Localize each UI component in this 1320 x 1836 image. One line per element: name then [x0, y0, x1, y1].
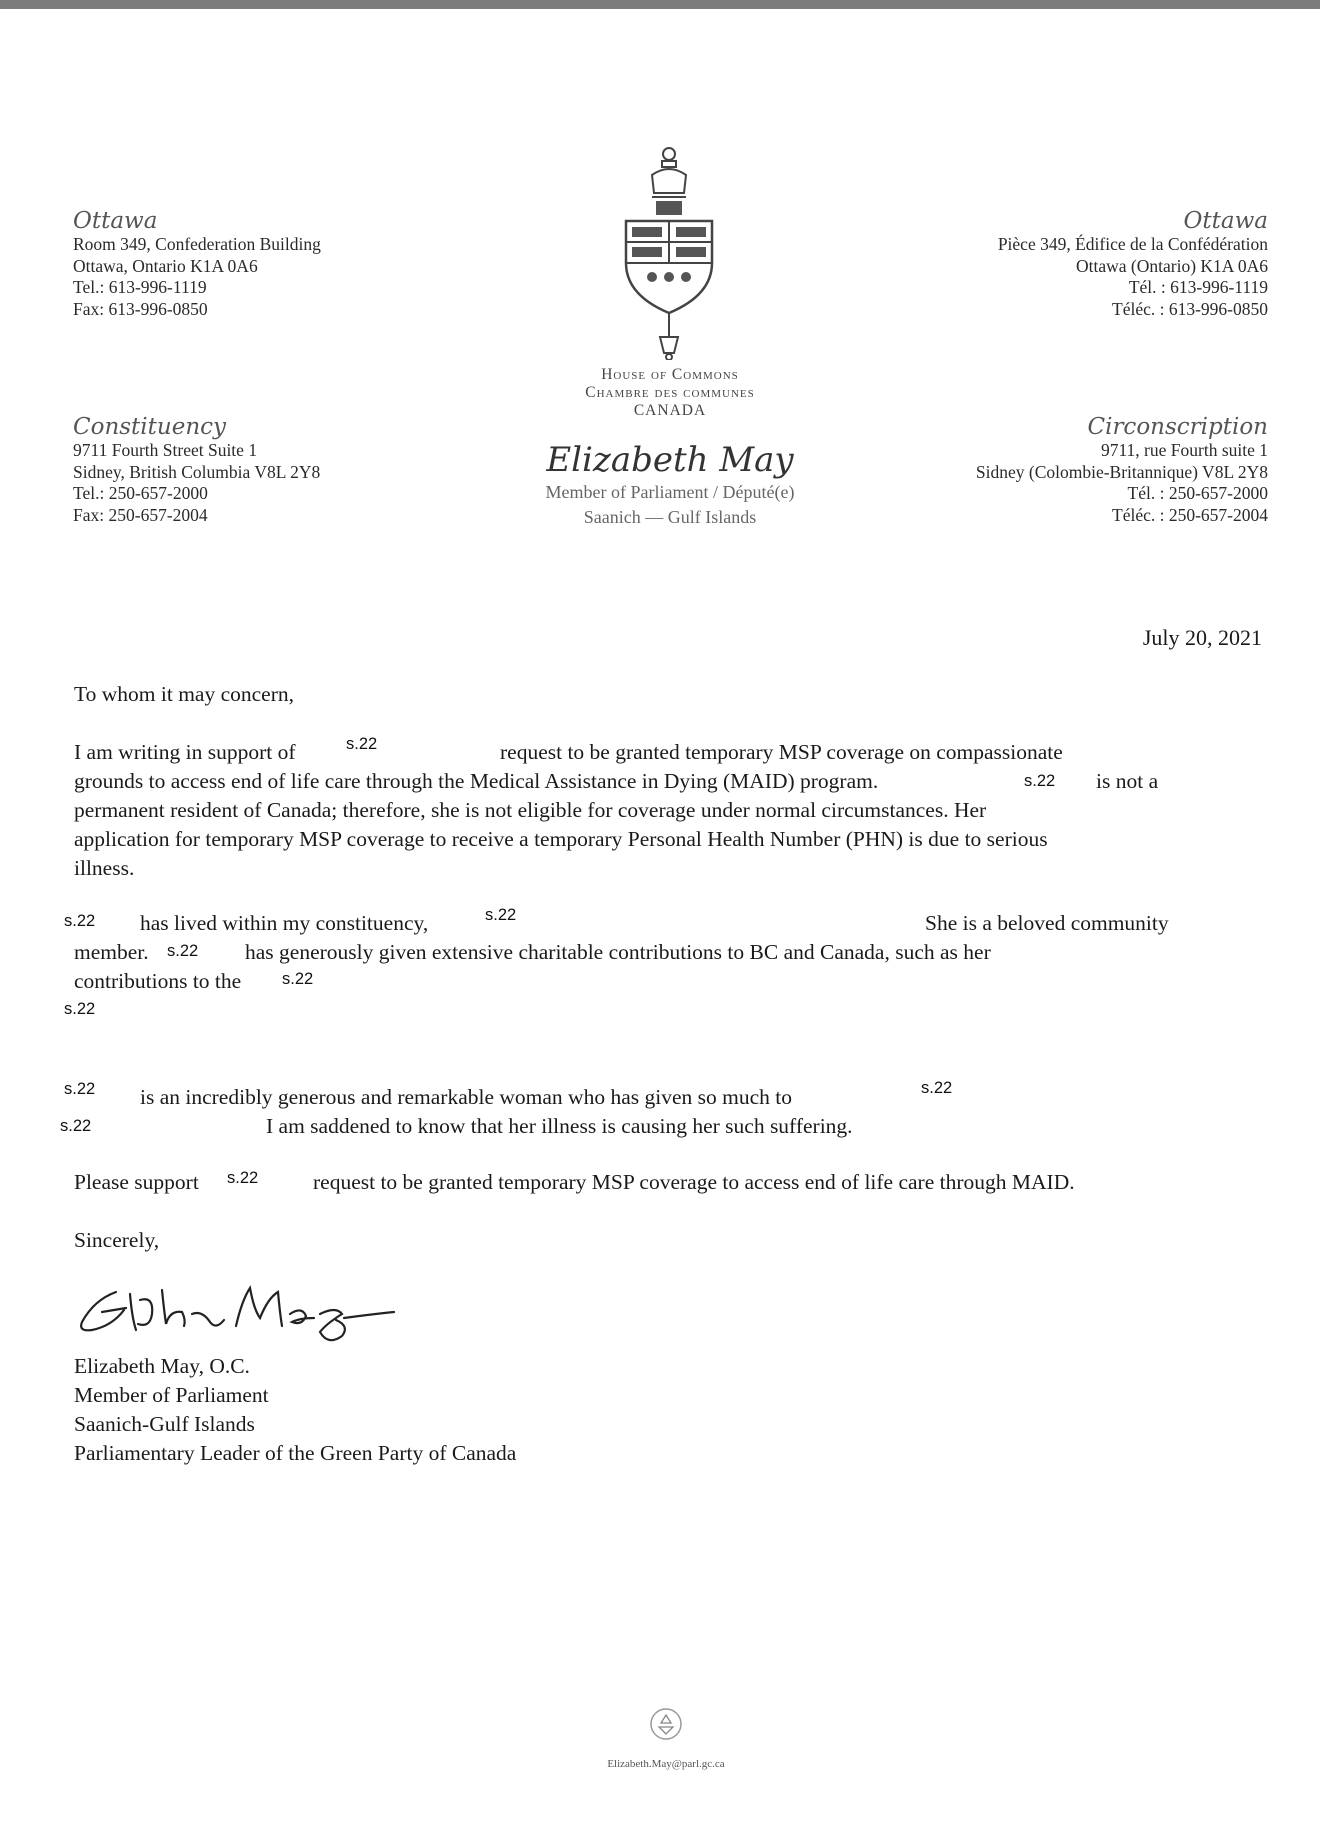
footer-email: Elizabeth.May@parl.gc.ca [607, 1758, 725, 1770]
redaction-mark: s.22 [64, 1080, 96, 1098]
p1-text: I am writing in support of [74, 740, 296, 764]
p3-text: I am saddened to know that her illness is causing her such suffering. [266, 1114, 853, 1138]
redaction-mark: s.22 [60, 1117, 92, 1135]
constituency-address-lines [73, 440, 320, 526]
address-line: Tél. : 613-996-1119 [1128, 277, 1268, 297]
p2-text: has lived within my constituency, [140, 911, 429, 935]
p1-text: application for temporary MSP coverage to receive a temporary Personal Health Number (PHN) is due to serious [74, 827, 1048, 851]
house-of-commons-heading [520, 366, 820, 420]
redaction-mark: s.22 [64, 912, 96, 930]
p2-text: She is a beloved community [925, 911, 1169, 935]
signature-block [74, 1352, 516, 1468]
address-line: Téléc. : 613-996-0850 [1112, 298, 1268, 319]
redaction-mark: s.22 [227, 1169, 259, 1187]
p4-text: Please support [74, 1170, 199, 1194]
redaction-mark: s.22 [64, 1000, 96, 1018]
constituency-label: Constituency [73, 414, 227, 440]
redaction-mark: s.22 [346, 735, 378, 753]
address-line: Ottawa, Ontario K1A 0A6 [73, 255, 258, 276]
closing: Sincerely, [74, 1228, 160, 1252]
mp-heading [490, 440, 850, 530]
right-circonscription-address [976, 414, 1268, 526]
redaction-mark: s.22 [167, 942, 199, 960]
salutation: To whom it may concern, [74, 682, 295, 706]
handwritten-signature [74, 1270, 404, 1350]
p1-text: permanent resident of Canada; therefore, she is not eligible for coverage under normal circumstances. Her [74, 798, 987, 822]
house-of-commons-en: House of Commons [601, 366, 739, 383]
p2-text: member. [74, 940, 149, 964]
address-line: Tel.: 250-657-2000 [73, 483, 208, 503]
mp-riding: Saanich — Gulf Islands [583, 507, 757, 527]
address-line: Tel.: 613-996-1119 [73, 277, 207, 297]
ottawa-address-lines [73, 234, 321, 320]
circonscription-label: Circonscription [1087, 414, 1268, 440]
address-line: Tél. : 250-657-2000 [1127, 483, 1268, 503]
ottawa-address-lines-fr [998, 234, 1268, 320]
p2-text: has generously given extensive charitable contributions to BC and Canada, such as her [245, 940, 991, 964]
address-line: 9711, rue Fourth suite 1 [1100, 440, 1268, 460]
address-line: Sidney (Colombie-Britannique) V8L 2Y8 [975, 461, 1268, 482]
address-line: Sidney, British Columbia V8L 2Y8 [73, 461, 321, 482]
redaction-mark: s.22 [921, 1079, 953, 1097]
left-ottawa-address [73, 208, 321, 320]
signer-title: Member of Parliament [74, 1383, 269, 1407]
address-line: Ottawa (Ontario) K1A 0A6 [1076, 255, 1268, 276]
address-line: Pièce 349, Édifice de la Confédération [997, 234, 1268, 254]
circonscription-address-lines [976, 440, 1268, 526]
signer-party-role: Parliamentary Leader of the Green Party of Canada [74, 1441, 517, 1465]
address-line: 9711 Fourth Street Suite 1 [73, 440, 258, 460]
ottawa-label-fr: Ottawa [1183, 208, 1268, 234]
p1-text: request to be granted temporary MSP coverage on compassionate [500, 740, 1063, 764]
redaction-mark: s.22 [282, 970, 314, 988]
signer-riding: Saanich-Gulf Islands [74, 1412, 255, 1436]
signer-name: Elizabeth May, O.C. [74, 1354, 250, 1378]
mp-title: Member of Parliament / Député(e) [545, 482, 795, 502]
mp-name: Elizabeth May [546, 440, 794, 480]
p2-text: contributions to the [74, 969, 242, 993]
right-ottawa-address [998, 208, 1268, 320]
address-line: Fax: 613-996-0850 [73, 298, 208, 319]
house-of-commons-fr: Chambre des communes [585, 384, 755, 401]
address-line: Téléc. : 250-657-2004 [1112, 504, 1268, 525]
ottawa-label: Ottawa [73, 208, 158, 234]
left-constituency-address [73, 414, 320, 526]
address-line: Fax: 250-657-2004 [73, 504, 208, 525]
address-line: Room 349, Confederation Building [73, 234, 321, 254]
letter-date: July 20, 2021 [1142, 625, 1262, 650]
p4-text: request to be granted temporary MSP coverage to access end of life care through MAID. [313, 1170, 1075, 1194]
redaction-mark: s.22 [1024, 772, 1056, 790]
house-of-commons-crest-icon [612, 145, 727, 360]
p1-text: is not a [1096, 769, 1159, 793]
p1-text: grounds to access end of life care through the Medical Assistance in Dying (MAID) program. [74, 769, 879, 793]
recycle-logo-icon [649, 1707, 683, 1741]
country-label: CANADA [633, 402, 707, 419]
redaction-mark: s.22 [485, 906, 517, 924]
top-border-bar [0, 0, 1320, 9]
p1-text: illness. [74, 856, 135, 880]
p3-text: is an incredibly generous and remarkable woman who has given so much to [140, 1085, 792, 1109]
